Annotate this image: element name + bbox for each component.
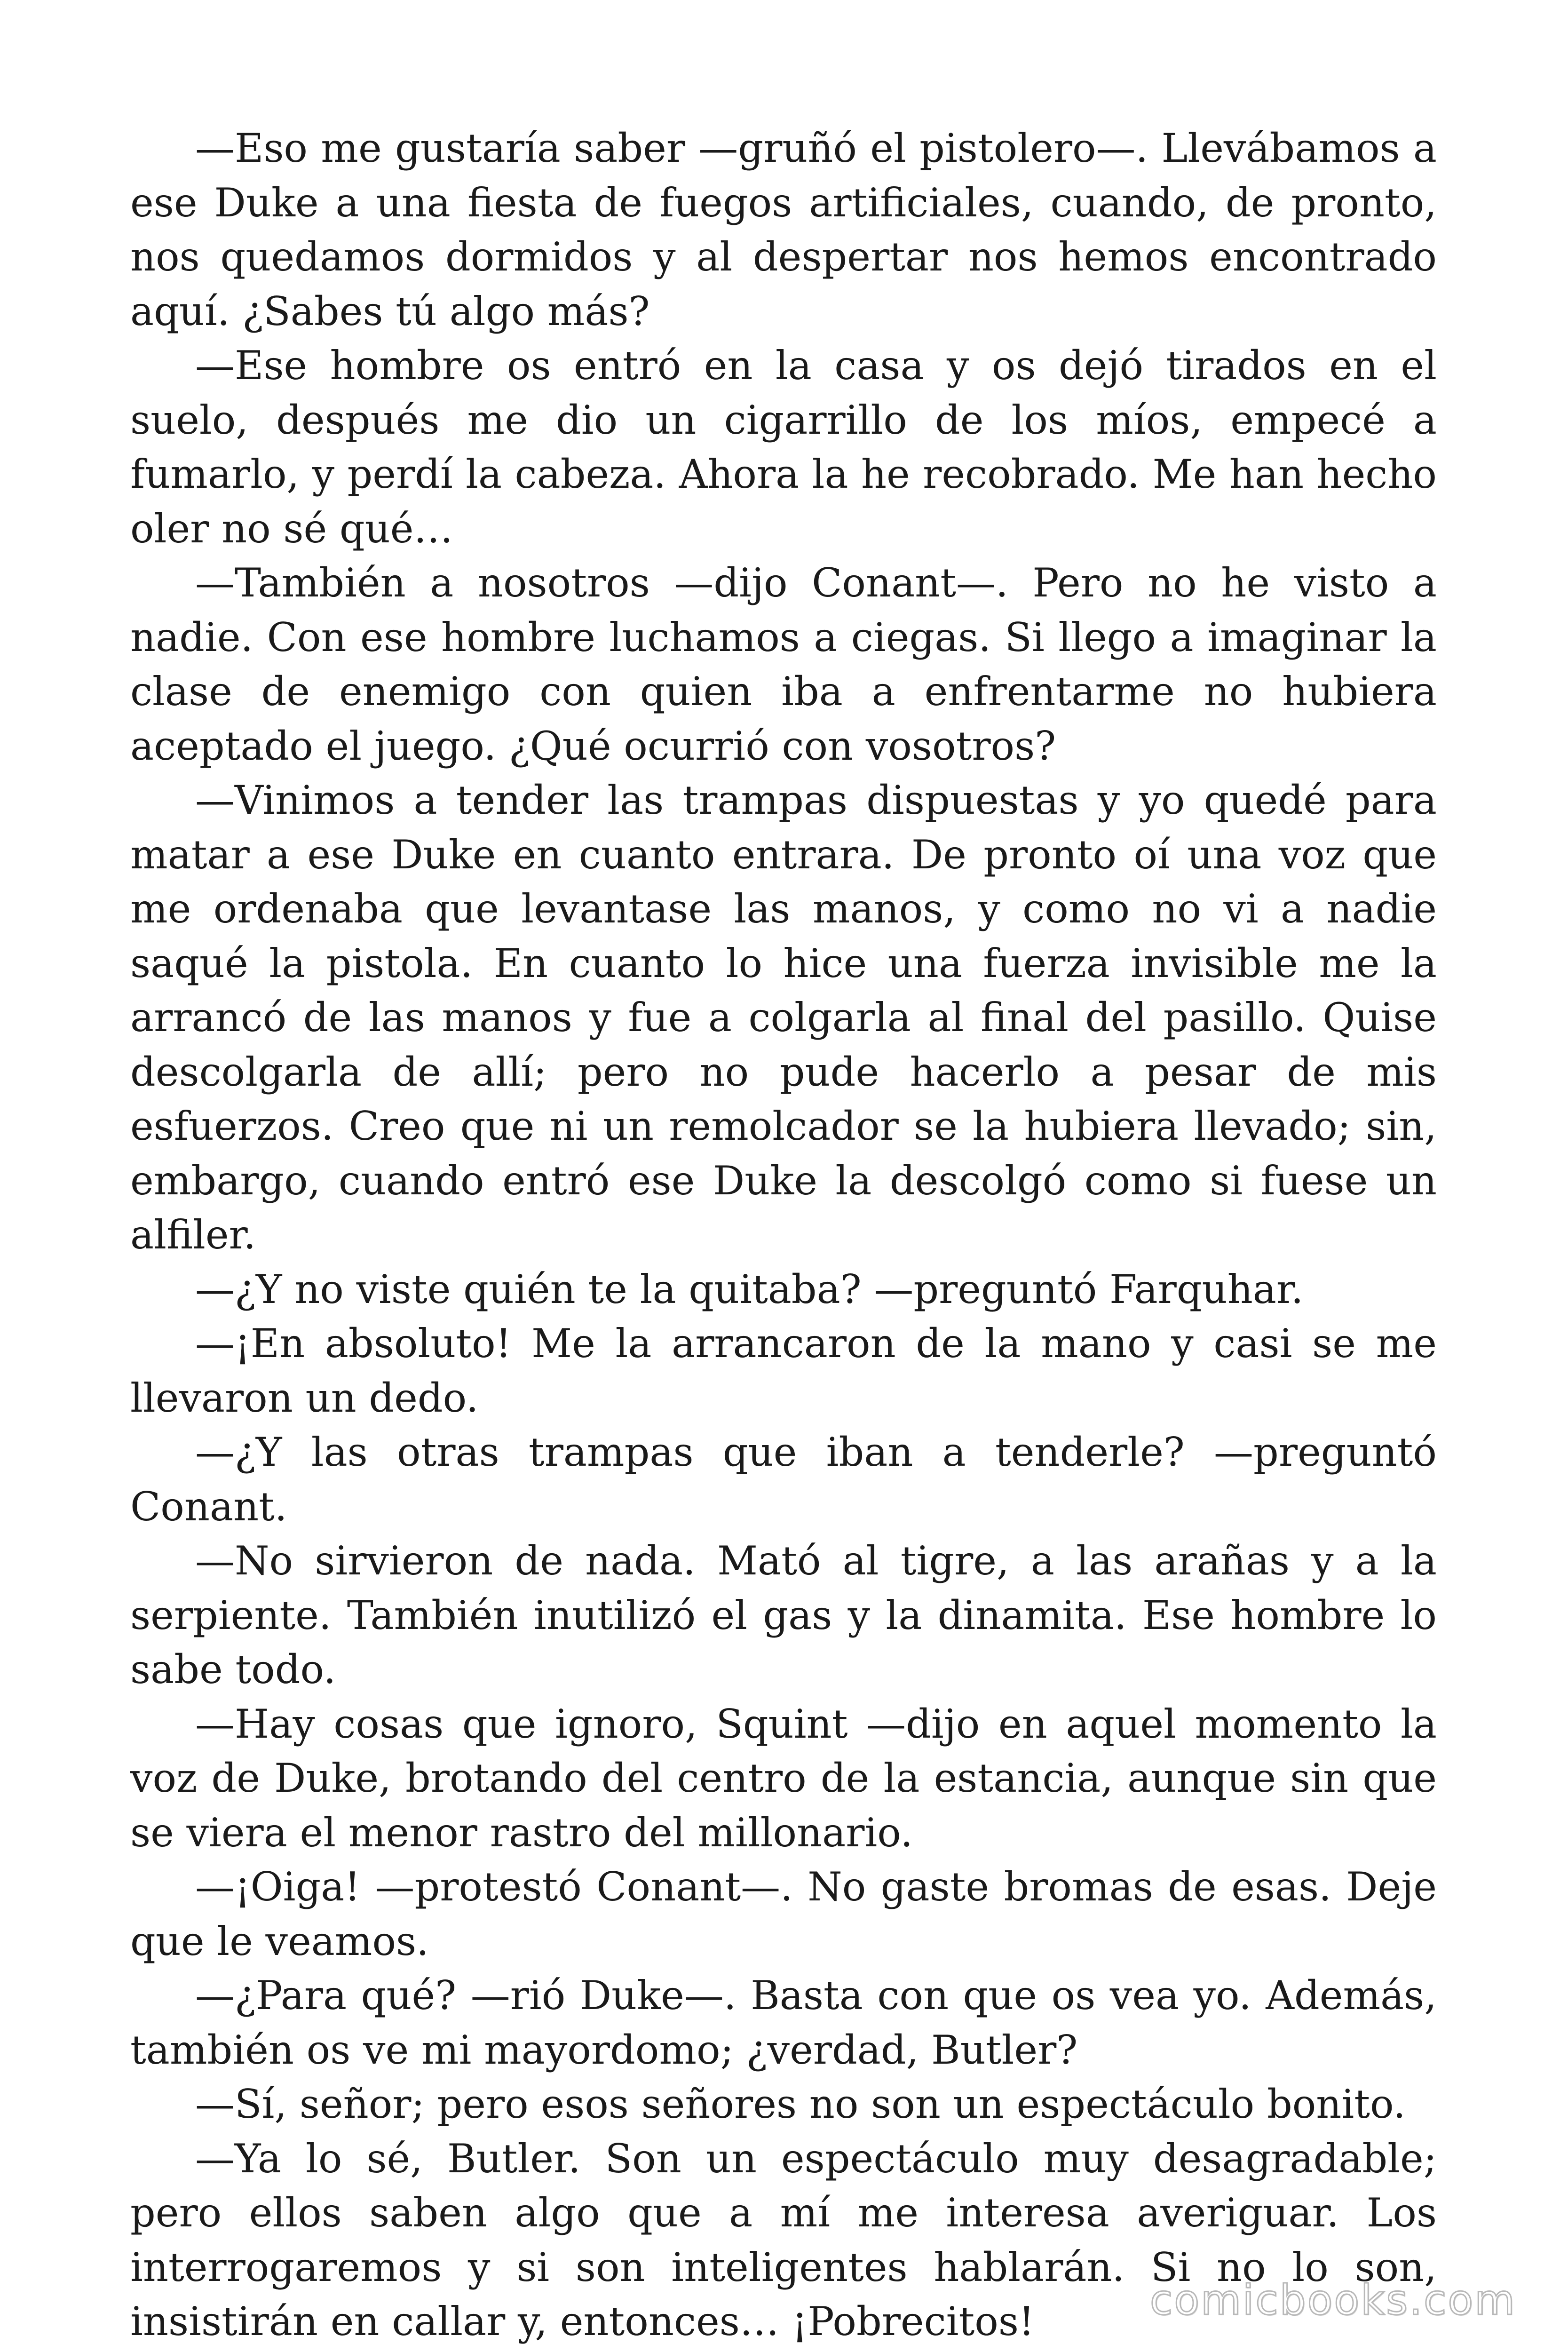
paragraph: —Sí, señor; pero esos señores no son un espectáculo bonito.: [195, 2081, 1406, 2127]
paragraph: —¿Y no viste quién te la quitaba? —preguntó Farquhar.: [195, 1266, 1304, 1312]
paragraph: —Hay cosas que ignoro, Squint —dijo en aquel momento la voz de Duke, brotando del centro de la estancia, aunque sin que se viera el menor rastro del millonario.: [130, 1700, 1437, 1856]
paragraph: —Eso me gustaría saber —gruñó el pistolero—. Llevábamos a ese Duke a una fiesta de fuegos artificiales, cuando, de pronto, nos quedamos dormidos y al despertar nos hemos encontrado aquí. ¿Sabes tú algo más?: [130, 125, 1437, 334]
watermark: comicbooks.com: [1149, 2276, 1516, 2324]
paragraph: —¡En absoluto! Me la arrancaron de la mano y casi se me llevaron un dedo.: [130, 1320, 1437, 1421]
paragraph: —¡Oiga! —protestó Conant—. No gaste bromas de esas. Deje que le veamos.: [130, 1864, 1437, 1964]
paragraph: —Ese hombre os entró en la casa y os dejó tirados en el suelo, después me dio un cigarrillo de los míos, empecé a fumarlo, y perdí la cabeza. Ahora la he recobrado. Me han hecho oler no sé qué…: [130, 342, 1437, 552]
paragraph: —Ya lo sé, Butler. Son un espectáculo muy desagradable; pero ellos saben algo que a mí me interesa averiguar. Los interrogaremos y si son inteligentes hablarán. Si no lo son, insistirán en callar y, entonces… ¡Pobrecitos!: [130, 2135, 1437, 2344]
body-text: [130, 121, 1437, 2349]
paragraph: —¿Para qué? —rió Duke—. Basta con que os vea yo. Además, también os ve mi mayordomo; ¿verdad, Butler?: [130, 1972, 1437, 2073]
paragraph: —No sirvieron de nada. Mató al tigre, a las arañas y a la serpiente. También inutilizó el gas y la dinamita. Ese hombre lo sabe todo.: [130, 1538, 1437, 1692]
paragraph: —También a nosotros —dijo Conant—. Pero no he visto a nadie. Con ese hombre luchamos a ciegas. Si llego a imaginar la clase de enemigo con quien iba a enfrentarme no hubiera aceptado el juego. ¿Qué ocurrió con vosotros?: [130, 560, 1437, 769]
paragraph: —¿Y las otras trampas que iban a tenderle? —preguntó Conant.: [130, 1429, 1437, 1530]
paragraph: —Vinimos a tender las trampas dispuestas y yo quedé para matar a ese Duke en cuanto entrara. De pronto oí una voz que me ordenaba que levantase las manos, y como no vi a nadie saqué la pistola. En cuanto lo hice una fuerza invisible me la arrancó de las manos y fue a colgarla al final del pasillo. Quise descolgarla de allí; pero no pude hacerlo a pesar de mis esfuerzos. Creo que ni un remolcador se la hubiera llevado; sin, embargo, cuando entró ese Duke la descolgó como si fuese un alfiler.: [130, 777, 1437, 1258]
